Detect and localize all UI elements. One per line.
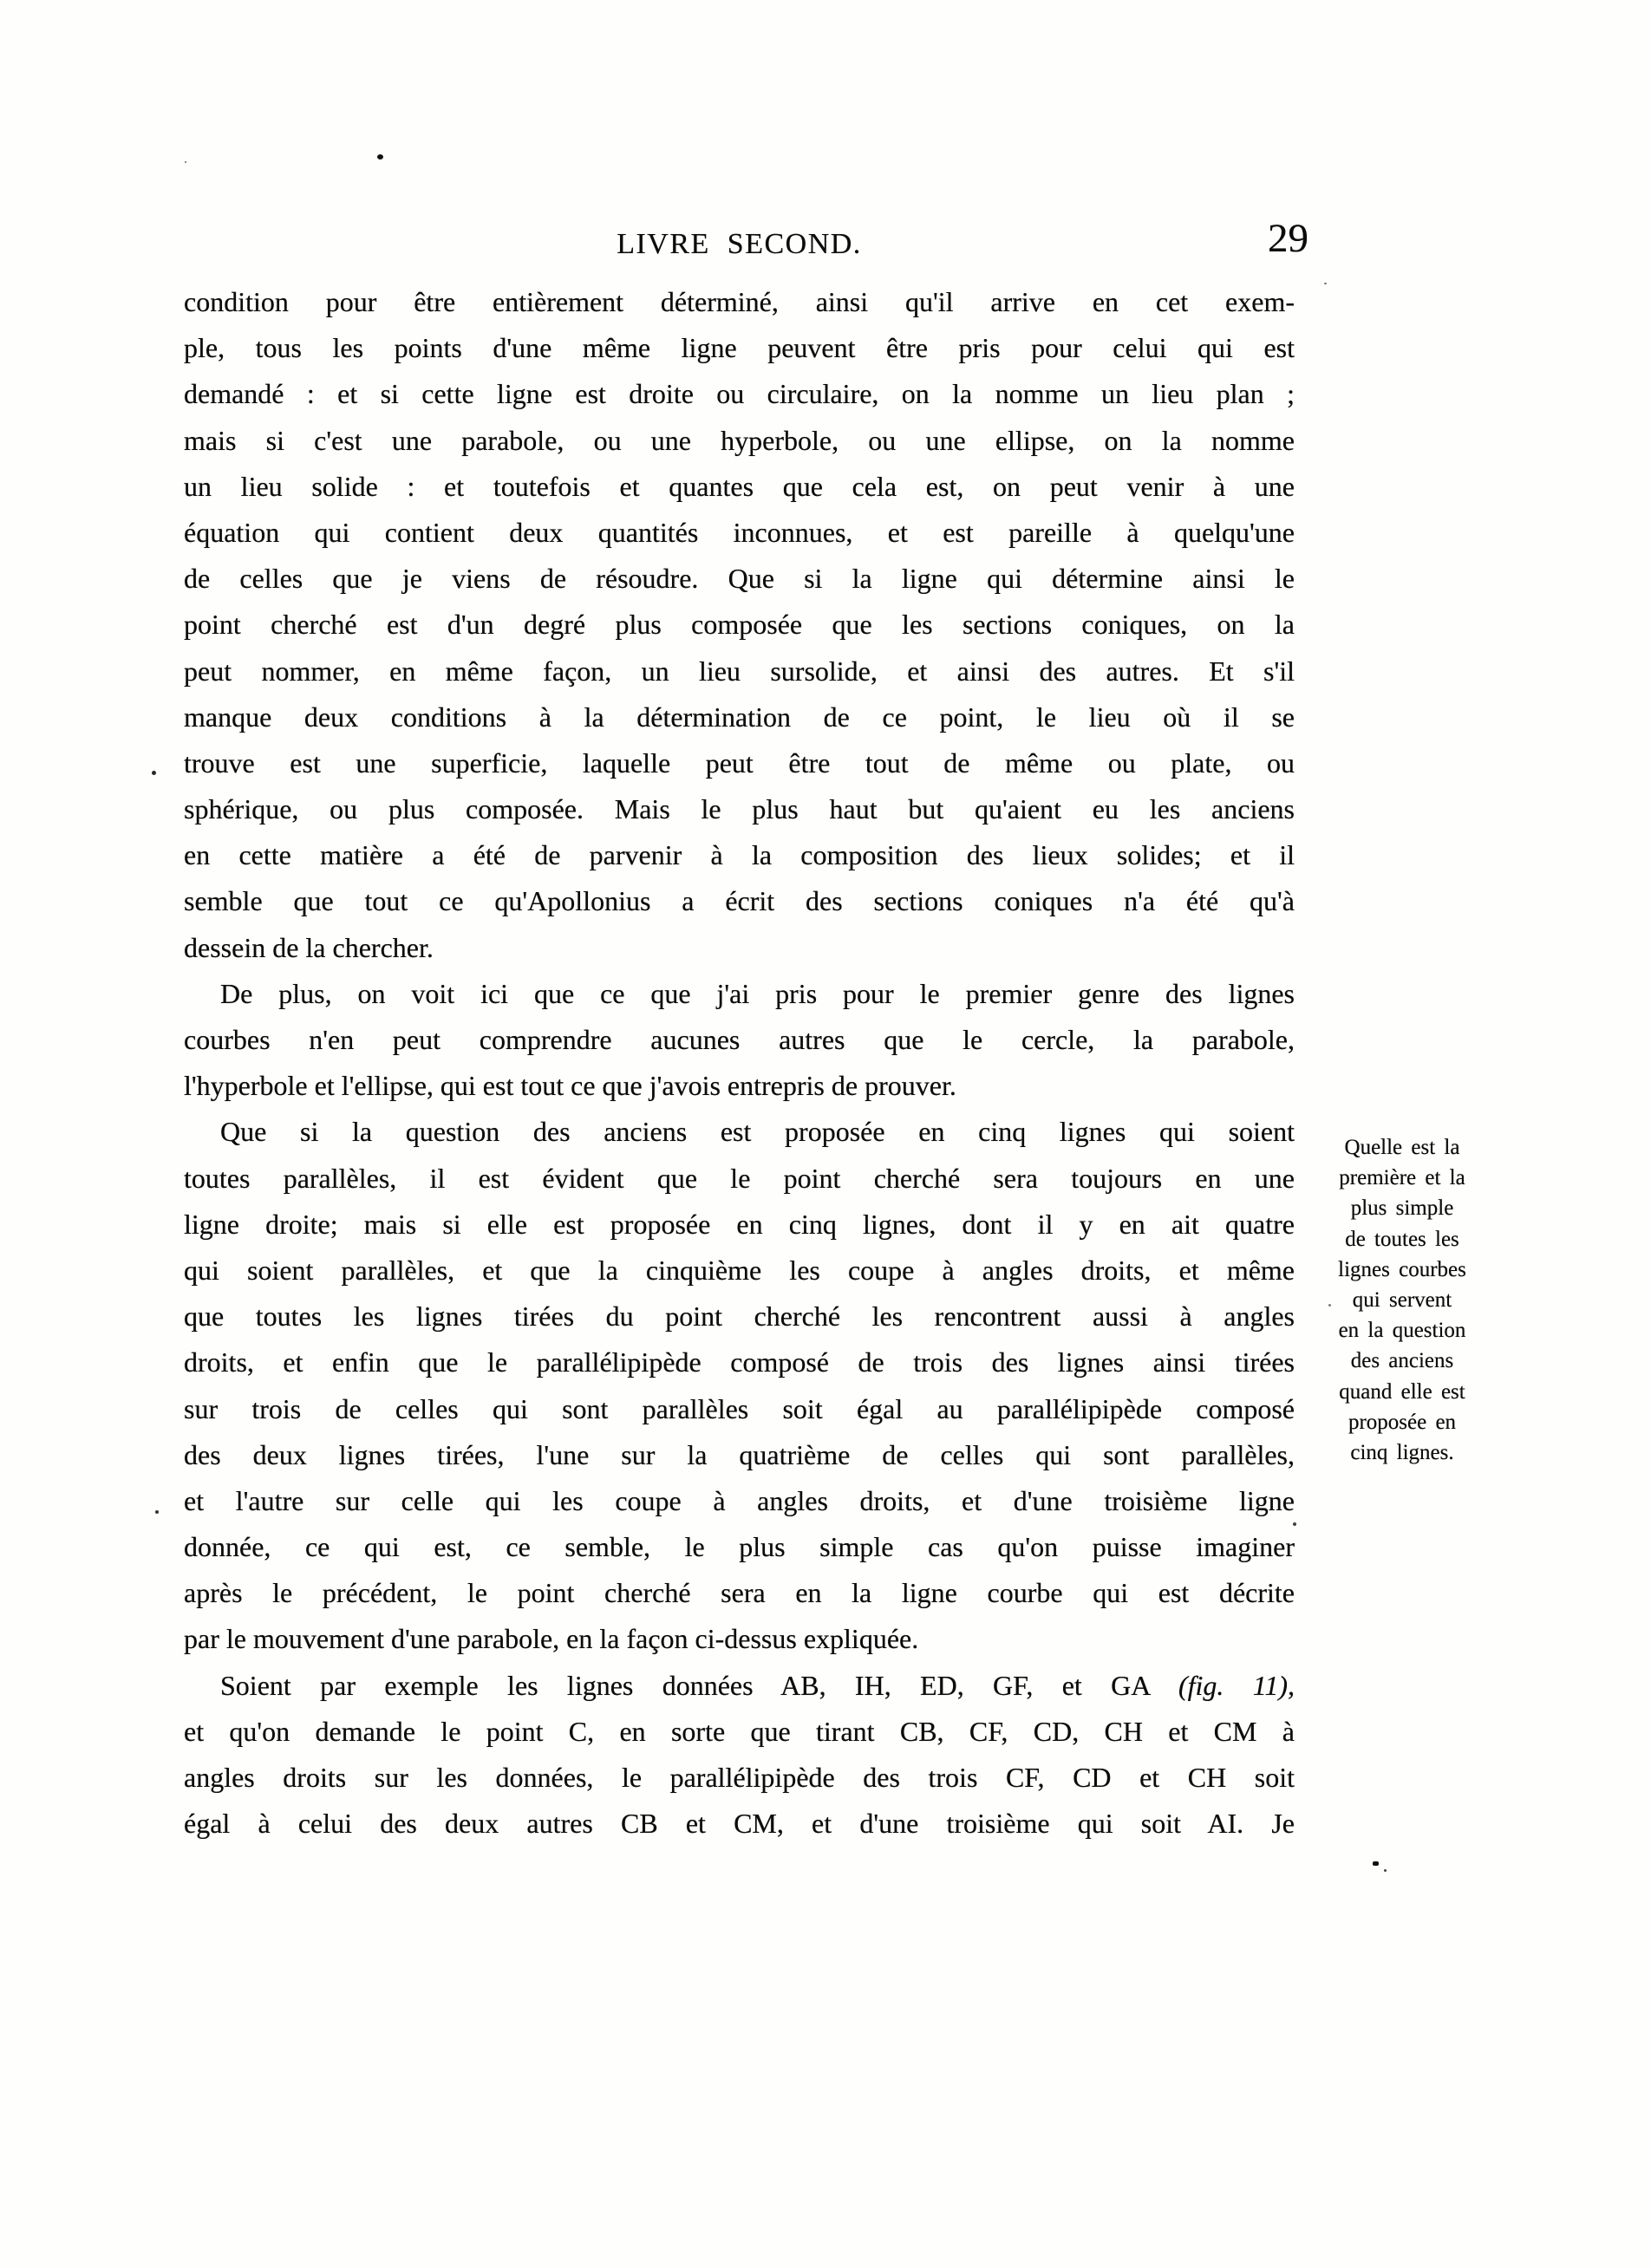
body-line: Que si la question des anciens est proposée en cinq lignes qui soient xyxy=(220,1116,1295,1148)
body-line: sphérique, ou plus composée. Mais le plus haut but qu'aient eu les anciens xyxy=(184,793,1295,825)
body-line: que toutes les lignes tirées du point cherché les rencontrent aussi à angles xyxy=(184,1300,1295,1333)
body-line: après le précédent, le point cherché sera en la ligne courbe qui est décrite xyxy=(184,1577,1295,1609)
ink-speck xyxy=(152,771,156,775)
body-line: en cette matière a été de parvenir à la composition des lieux solides; et il xyxy=(184,839,1295,871)
ink-speck xyxy=(1324,283,1327,284)
margin-note xyxy=(1315,1132,1489,1468)
body-line: droits, et enfin que le parallélipipède composé de trois des lignes ainsi tirées xyxy=(184,1346,1295,1378)
body-line: point cherché est d'un degré plus composée que les sections coniques, on la xyxy=(184,609,1295,641)
body-line: équation qui contient deux quantités inconnues, et est pareille à quelqu'une xyxy=(184,516,1295,548)
body-line: sur trois de celles qui sont parallèles soit égal au parallélipipède composé xyxy=(184,1392,1295,1424)
ink-speck xyxy=(1328,1304,1331,1307)
body-line: peut nommer, en même façon, un lieu sursolide, et ainsi des autres. Et s'il xyxy=(184,655,1295,687)
body-line: mais si c'est une parabole, ou une hyperbole, ou une ellipse, on la nomme xyxy=(184,424,1295,456)
body-line: donnée, ce qui est, ce semble, le plus simple cas qu'on puisse imaginer xyxy=(184,1531,1295,1563)
body-line: ligne droite; mais si elle est proposée en cinq lignes, dont il y en ait quatre xyxy=(184,1208,1295,1240)
ink-speck xyxy=(185,161,186,163)
body-line: égal à celui des deux autres CB et CM, et d'une troisième qui soit AI. Je xyxy=(184,1808,1295,1840)
body-line: ple, tous les points d'une même ligne peuvent être pris pour celui qui est xyxy=(184,332,1295,364)
ink-speck xyxy=(377,154,383,160)
body-line: et l'autre sur celle qui les coupe à angles droits, et d'une troisième ligne xyxy=(184,1484,1295,1516)
margin-note-line: de toutes les xyxy=(1345,1227,1459,1251)
margin-note-line: proposée en xyxy=(1348,1410,1457,1434)
ink-speck xyxy=(1373,1861,1379,1866)
body-line: semble que tout ce qu'Apollonius a écrit des sections coniques n'a été qu'à xyxy=(184,885,1295,917)
body-line: De plus, on voit ici que ce que j'ai pris pour le premier genre des lignes xyxy=(220,977,1295,1009)
body-line: par le mouvement d'une parabole, en la façon ci-dessus expliquée. xyxy=(184,1623,919,1655)
body-line: condition pour être entièrement déterminé, ainsi qu'il arrive en cet exem- xyxy=(184,286,1295,317)
body-line: angles droits sur les données, le parallélipipède des trois CF, CD et CH soit xyxy=(184,1762,1295,1793)
page-number: 29 xyxy=(1268,216,1308,261)
margin-note-line: cinq lignes. xyxy=(1350,1440,1454,1464)
margin-note-line: en la question xyxy=(1338,1319,1466,1343)
margin-note-line: quand elle est xyxy=(1339,1379,1465,1404)
body-line: et qu'on demande le point C, en sorte que tirant CB, CF, CD, CH et CM à xyxy=(184,1715,1295,1747)
margin-note-line: Quelle est la xyxy=(1344,1136,1460,1159)
ink-speck xyxy=(1293,1522,1296,1526)
body-line: trouve est une superficie, laquelle peut être tout de même ou plate, ou xyxy=(184,746,1295,779)
body-line: demandé : et si cette ligne est droite ou circulaire, on la nomme un lieu plan ; xyxy=(184,378,1295,410)
margin-note-line: qui servent xyxy=(1352,1287,1452,1312)
body-line: des deux lignes tirées, l'une sur la quatrième de celles qui sont parallèles, xyxy=(184,1438,1295,1470)
margin-note-line: des anciens xyxy=(1350,1349,1454,1373)
body-line: Soient par exemple les lignes données AB, IH, ED, GF, et GA (fig. 11), xyxy=(220,1669,1295,1701)
body-line: courbes n'en peut comprendre aucunes autres que le cercle, la parabole, xyxy=(184,1024,1295,1055)
margin-note-line: première et la xyxy=(1339,1166,1465,1190)
body-line: manque deux conditions à la détermination de ce point, le lieu où il se xyxy=(184,701,1295,733)
ink-speck xyxy=(1384,1869,1387,1872)
body-text xyxy=(184,279,1295,1847)
body-line: un lieu solide : et toutefois et quantes que cela est, on peut venir à une xyxy=(184,470,1295,502)
margin-note-line: plus simple xyxy=(1350,1196,1454,1221)
margin-note-line: lignes courbes xyxy=(1338,1257,1466,1281)
running-head-title: LIVRE SECOND. xyxy=(617,228,862,260)
body-line: toutes parallèles, il est évident que le point cherché sera toujours en une xyxy=(184,1162,1295,1194)
body-line: dessein de la chercher. xyxy=(184,931,434,963)
body-line: qui soient parallèles, et que la cinquième les coupe à angles droits, et même xyxy=(184,1254,1295,1286)
ink-speck xyxy=(155,1510,159,1514)
body-line: de celles que je viens de résoudre. Que si la ligne qui détermine ainsi le xyxy=(184,563,1295,595)
body-line: l'hyperbole et l'ellipse, qui est tout ce que j'avois entrepris de prouver. xyxy=(184,1070,956,1102)
